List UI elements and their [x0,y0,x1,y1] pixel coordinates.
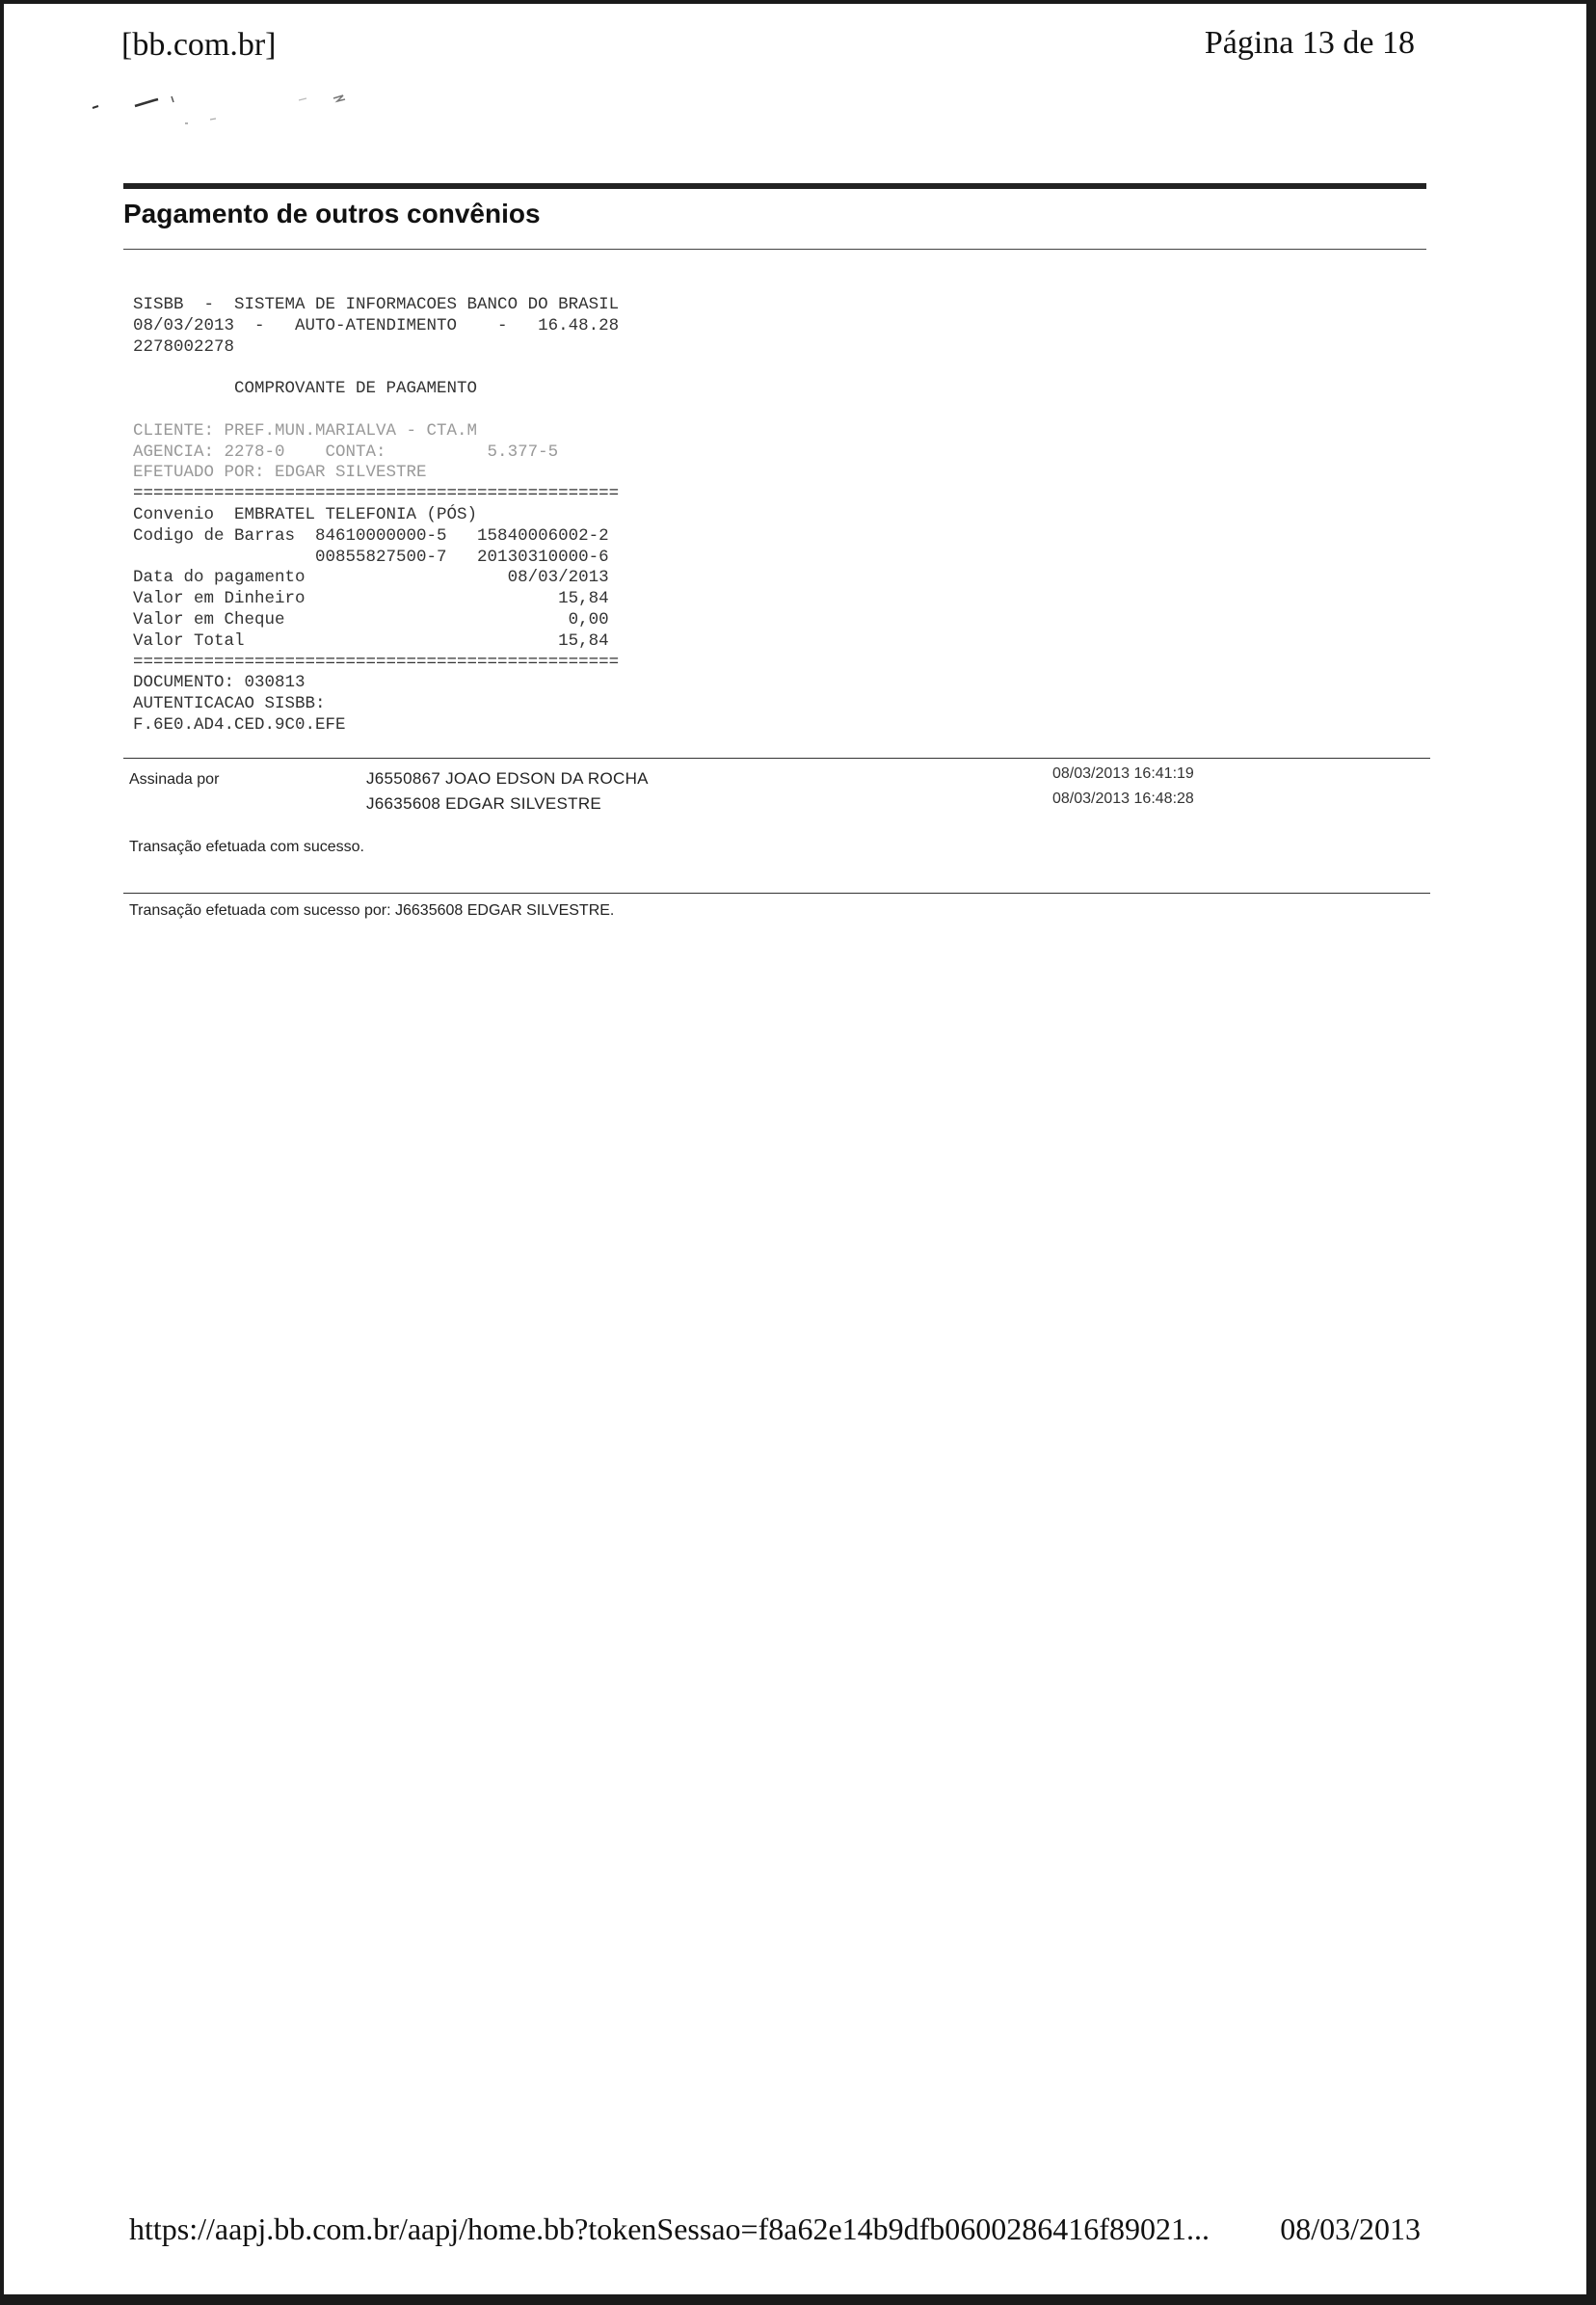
footer-url: https://aapj.bb.com.br/aapj/home.bb?tokenSessao=f8a62e14b9dfb0600286416f89021... [129,2211,1210,2246]
receipt-line-payment-date: Data do pagamento 08/03/2013 [133,568,609,588]
receipt-line-check-value: Valor em Cheque 0,00 [133,609,609,630]
receipt-line-agency: AGENCIA: 2278-0 CONTA: 5.377-5 [133,442,559,462]
receipt-line-agreement: Convenio EMBRATEL TELEFONIA (PÓS) [133,504,478,524]
signer-datetime: 08/03/2013 16:41:19 [1052,765,1194,782]
transaction-status: Transação efetuada com sucesso. [129,839,364,855]
site-name: [bb.com.br] [121,27,277,63]
transaction-status-by: Transação efetuada com sucesso por: J6635608 EDGAR SILVESTRE. [129,902,615,919]
receipt-line-authentication-label: AUTENTICACAO SISBB: [133,694,326,714]
document-page [4,4,1586,2294]
signature-rule [123,758,1430,759]
status-rule [123,893,1430,894]
receipt-line-client: CLIENTE: PREF.MUN.MARIALVA - CTA.M [133,420,478,441]
receipt-line-system: SISBB - SISTEMA DE INFORMACOES BANCO DO BRASIL [133,295,620,314]
receipt-line-performed-by: EFETUADO POR: EDGAR SILVESTRE [133,463,427,483]
receipt-line-cash-value: Valor em Dinheiro 15,84 [133,589,609,609]
signer-name: J6550867 JOAO EDSON DA ROCHA [366,769,649,788]
signed-by-label: Assinada por [129,771,220,788]
signer-name: J6635608 EDGAR SILVESTRE [366,794,602,813]
receipt-line-title: COMPROVANTE DE PAGAMENTO [133,379,478,399]
receipt-line-terminal: 2278002278 [133,336,235,357]
receipt-divider: ================================================ [133,652,620,672]
payment-receipt [133,295,619,737]
receipt-divider: ================================================ [133,484,620,504]
receipt-line-date-channel: 08/03/2013 - AUTO-ATENDIMENTO - 16.48.28 [133,315,620,335]
scan-specks [81,81,466,148]
signer-datetime: 08/03/2013 16:48:28 [1052,791,1194,807]
section-title-rule [123,249,1426,250]
receipt-line-barcode-2: 00855827500-7 20130310000-6 [133,547,609,567]
receipt-line-total-value: Valor Total 15,84 [133,630,609,651]
receipt-line-authentication-code: F.6E0.AD4.CED.9C0.EFE [133,714,346,735]
section-title: Pagamento de outros convênios [123,199,541,228]
page-indicator: Página 13 de 18 [1204,25,1415,61]
receipt-line-barcode-1: Codigo de Barras 84610000000-5 15840006002-2 [133,525,609,546]
receipt-line-document: DOCUMENTO: 030813 [133,673,306,693]
footer-date: 08/03/2013 [1280,2211,1421,2246]
section-top-rule [123,183,1426,189]
